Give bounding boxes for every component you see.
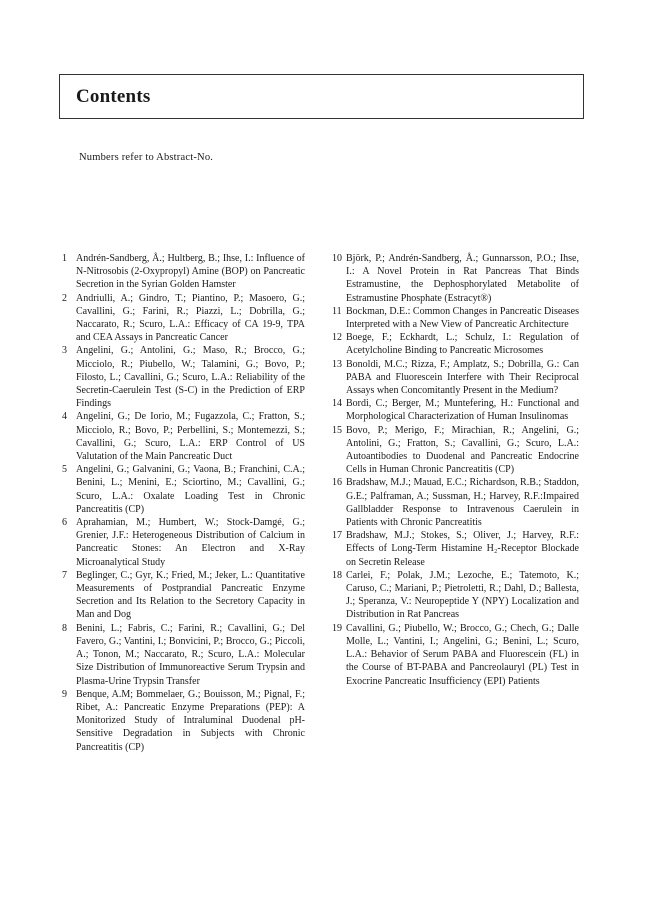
left-column [62, 252, 305, 754]
abstract-citation: Angelini, G.; De Iorio, M.; Fugazzola, C.; Fratton, S.; Micciolo, R.; Bovo, P.; Perbellini, S.; Montemezzi, S.; Cavallini, G.; Scuro, L.A.: ERP Control of US Valutation of the Main Pancreatic Duct [76, 411, 305, 463]
abstract-citation: Andriulli, A.; Gindro, T.; Piantino, P.; Masoero, G.; Cavallini, G.; Farini, R.; Piazzi, L.; Dobrilla, G.; Naccarato, R.; Scuro, L.A.: Efficacy of CA 19-9, TPA and CEA Assays in Pancreatic Cancer [76, 292, 305, 344]
abstract-citation: Carlei, F.; Polak, J.M.; Lezoche, E.; Tatemoto, K.; Caruso, C.; Mariani, P.; Pietroletti, R.; Dahl, D.; Ballesta, J.; Speranza, V.: Neuropeptide Y (NPY) Localization and Distribution in Rat Pancreas [346, 569, 579, 621]
abstract-entry [62, 463, 305, 516]
contents-title-box [59, 74, 584, 119]
abstract-entry [332, 358, 579, 398]
abstract-entry [332, 424, 579, 477]
abstract-entry [332, 331, 579, 357]
abstract-entry [62, 410, 305, 463]
abstract-citation: Angelini, G.; Galvanini, G.; Vaona, B.; Franchini, C.A.; Benini, L.; Menini, E.; Sciortino, M.; Cavallini, G.; Scuro, L.A.: Oxalate Loading Test in Chronic Pancreatitis (CP) [76, 464, 305, 515]
abstract-number: 4 [62, 411, 67, 423]
abstract-citation: Benini, L.; Fabris, C.; Farini, R.; Cavallini, G.; Del Favero, G.; Vantini, I.; Bonvicini, P.; Brocco, G.; Piccoli, A.; Tonon, M.; Naccarato, R.; Scuro, L.A.: Molecular Size Distribution of Immunoreactive Serum Trypsin and Plasma-Urine Trypsin Transfer [76, 622, 305, 687]
abstract-entry [62, 688, 305, 754]
abstract-number: 6 [62, 517, 67, 529]
abstract-number: 5 [62, 464, 67, 476]
abstract-entry [62, 516, 305, 569]
abstract-number-note: Numbers refer to Abstract-No. [79, 152, 214, 163]
abstract-entry [62, 292, 305, 345]
abstract-number: 3 [62, 345, 67, 357]
abstract-number: 7 [62, 569, 67, 581]
abstract-number: 13 [332, 358, 342, 370]
abstract-citation: Beglinger, C.; Gyr, K.; Fried, M.; Jeker, L.: Quantitative Measurements of Postprandial Pancreatic Enzyme Secretion and Its Relation to the Secretory Capacity in Man and Dog [76, 569, 305, 621]
abstract-citation: Aprahamian, M.; Humbert, W.; Stock-Damgé, G.; Grenier, J.F.: Heterogeneous Distribution of Calcium in Pancreatic Stones: An Electron and X-Ray Microanalytical Study [76, 517, 305, 568]
abstract-citation: Bordi, C.; Berger, M.; Muntefering, H.: Functional and Morphological Characterization of Human Insulinomas [346, 398, 579, 423]
abstract-citation: Bradshaw, M.J.; Mauad, E.C.; Richardson, R.B.; Staddon, G.E.; Palframan, A.; Sussman, H.; Harvey, R.F.:Impaired Gallbladder Response to Intravenous Caerulein in Patients with Chronic Pancreatitis [346, 477, 579, 529]
abstract-entry [62, 622, 305, 688]
abstract-number: 8 [62, 622, 67, 634]
abstract-number: 19 [332, 622, 342, 634]
abstract-citation: Bovo, P.; Merigo, F.; Mirachian, R.; Angelini, G.; Antolini, G.; Fratton, S.; Cavallini, G.; Scuro, L.A.: Autoantibodies to Duodenal and Pancreatic Endocrine Cells in Human Chronic Pancreatitis (CP) [346, 424, 579, 476]
abstract-citation: Cavallini, G.; Piubello, W.; Brocco, G.; Chech, G.; Dalle Molle, L.; Vantini, I.; Angelini, G.; Benini, L.; Scuro, L.A.: Behavior of Serum PABA and Fluorescein (FL) in the Course of BT-PABA and Pancreolauryl (PL) Test in Exocrine Pancreatic Insufficiency (EPI) Patients [346, 622, 579, 687]
abstract-entry [62, 569, 305, 622]
abstract-number: 10 [332, 253, 342, 264]
abstract-entry [332, 397, 579, 423]
abstract-number: 11 [332, 305, 342, 317]
abstract-number: 15 [332, 424, 342, 436]
abstract-entry [332, 252, 579, 305]
abstract-citation: Andrén-Sandberg, Å.; Hultberg, B.; Ihse, I.: Influence of N-Nitrosobis (2-Oxypropyl) Amine (BOP) on Pancreatic Secretion in the Syrian Golden Hamster [76, 253, 305, 291]
abstract-citation: Benque, A.M; Bommelaer, G.; Bouisson, M.; Pignal, F.; Ribet, A.: Pancreatic Enzyme Preparations (PEP): A Monitorized Study of Intraluminal Duodenal pH-Sensitive Degradation in Subjects with Chronic Pancreatitis (CP) [76, 688, 305, 753]
abstract-citation: Boege, F.; Eckhardt, L.; Schulz, I.: Regulation of Acetylcholine Binding to Pancreatic Microsomes [346, 332, 579, 357]
abstract-entry [332, 529, 579, 569]
abstract-number: 1 [62, 253, 67, 264]
abstract-number: 12 [332, 332, 342, 344]
abstract-entry [332, 569, 579, 622]
abstract-number: 9 [62, 688, 67, 700]
abstract-entry [332, 476, 579, 529]
page-title: Contents [76, 86, 151, 107]
abstract-entry [332, 622, 579, 688]
right-column [332, 252, 579, 688]
abstract-citation: Bradshaw, M.J.; Stokes, S.; Oliver, J.; Harvey, R.F.: Effects of Long-Term Histamine H₂-Receptor Blockade on Secretin Release [346, 530, 579, 568]
abstract-citation: Angelini, G.; Antolini, G.; Maso, R.; Brocco, G.; Micciolo, R.; Piubello, W.; Talamini, G.; Bovo, P.; Filosto, L.; Cavallini, G.; Scuro, L.A.: Reliability of the Secretin-Caerulein Test (S-C) in the Prediction of ERP Findings [76, 345, 305, 410]
abstract-number: 14 [332, 398, 342, 410]
abstract-citation: Bonoldi, M.C.; Rizza, F.; Amplatz, S.; Dobrilla, G.: Can PABA and Fluorescein Interfere with Their Reciprocal Assays when Concomitantly Present in the Medium? [346, 358, 579, 397]
abstract-entry [332, 305, 579, 331]
abstract-number: 2 [62, 292, 67, 304]
abstract-citation: Bockman, D.E.: Common Changes in Pancreatic Diseases Interpreted with a New View of Pancreatic Architecture [346, 305, 580, 331]
abstract-number: 16 [332, 477, 342, 489]
abstract-number: 18 [332, 569, 342, 581]
abstract-citation: Björk, P.; Andrén-Sandberg, Å.; Gunnarsson, P.O.; Ihse, I.: A Novel Protein in Rat Pancreas That Binds Estramustine, the Dephosphorylated Metabolite of Estramustine Phosphate (Estracyt®) [346, 253, 579, 304]
abstract-entry [62, 252, 305, 292]
abstract-number: 17 [332, 530, 342, 542]
abstract-entry [62, 344, 305, 410]
